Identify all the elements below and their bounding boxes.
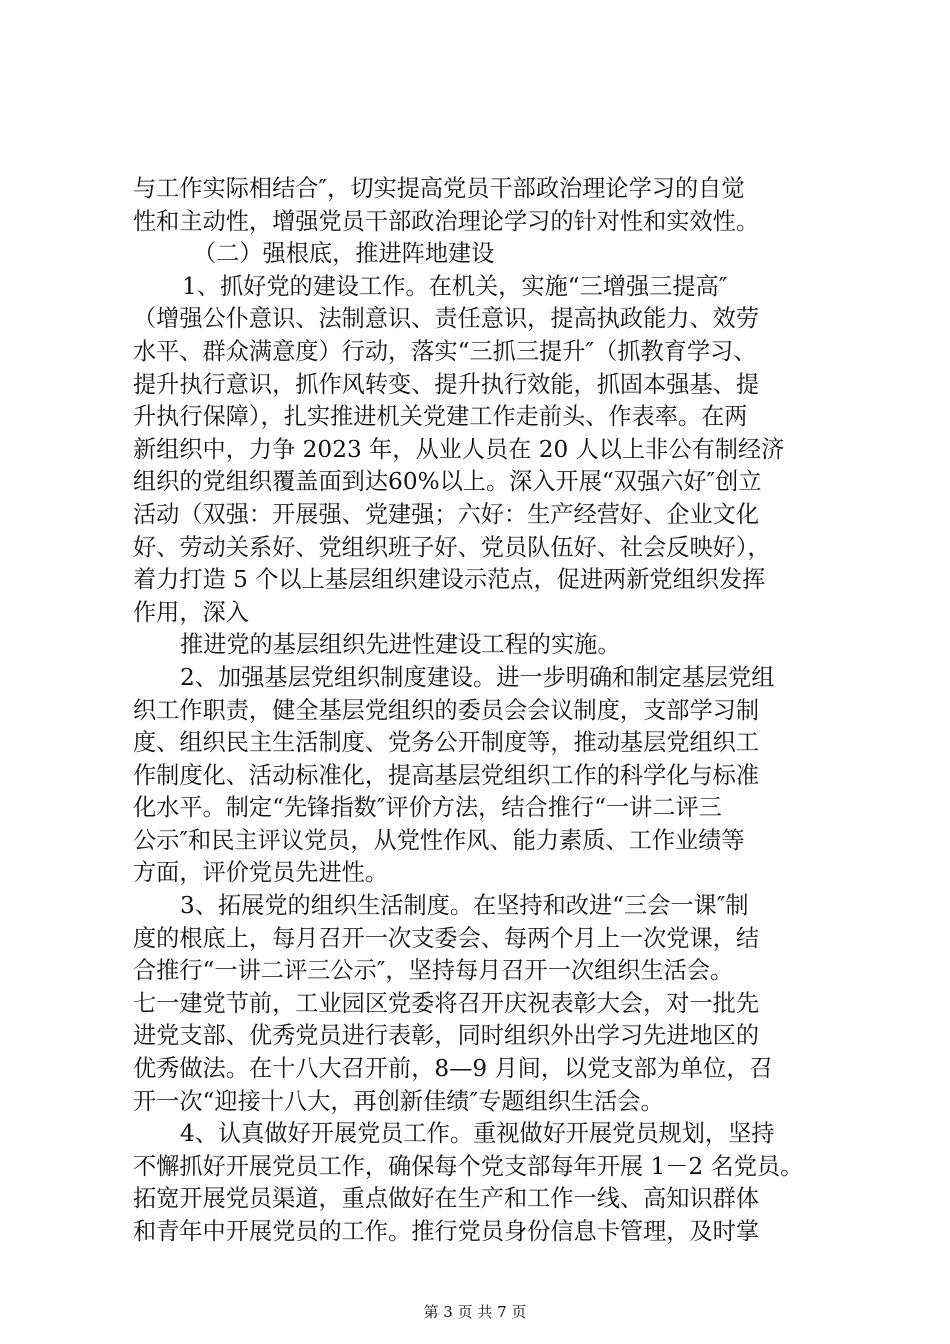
text-line: 水平、群众满意度）行动，落实“三抓三提升″（抓教育学习、 [133, 337, 757, 365]
text-line: 七一建党节前，工业园区党委将召开庆祝表彰大会，对一批先 [133, 989, 760, 1017]
text-line: 好、劳动关系好、党组织班子好、党员队伍好、社会反映好）， [133, 533, 771, 561]
text-line: 合推行“一讲二评三公示″，坚持每月召开一次组织生活会。 [133, 957, 734, 985]
text-line: 推进党的基层组织先进性建设工程的实施。 [180, 631, 621, 659]
text-line: 度、组织民主生活制度、党务公开制度等，推动基层党组织工 [133, 729, 760, 757]
text-line: 公示″和民主评议党员，从党性作风、能力素质、工作业绩等 [133, 826, 745, 854]
text-line: 性和主动性，增强党员干部政治理论学习的针对性和实效性。 [133, 207, 760, 235]
text-line: 组织的党组织覆盖面到达60%以上。深入开展“双强六好″创立 [133, 468, 762, 496]
page-footer [0, 1302, 950, 1322]
text-line: 新组织中，力争 2023 年，从业人员在 20 人以上非公有制经济 [133, 435, 785, 463]
page-number: 第 3 页 共 7 页 [423, 1303, 527, 1321]
document-body [133, 173, 833, 1249]
text-line: 3、拓展党的组织生活制度。在坚持和改进“三会一课″制 [180, 892, 749, 920]
text-line: 开一次“迎接十八大，再创新佳绩″专题组织生活会。 [133, 1087, 664, 1115]
text-line: 拓宽开展党员渠道，重点做好在生产和工作一线、高知识群体 [133, 1185, 760, 1213]
text-line: 提升执行意识，抓作风转变、提升执行效能，抓固本强基、提 [133, 370, 760, 398]
text-line: 2、加强基层党组织制度建设。进一步明确和制定基层党组 [180, 663, 775, 691]
text-line: 不懈抓好开展党员工作，确保每个党支部每年开展 1－2 名党员。 [133, 1152, 804, 1180]
text-line: 和青年中开展党员的工作。推行党员身份信息卡管理，及时掌 [133, 1218, 760, 1245]
text-line: 度的根底上，每月召开一次支委会、每两个月上一次党课，结 [133, 924, 760, 952]
text-line: 4、认真做好开展党员工作。重视做好开展党员规划，坚持 [180, 1120, 775, 1148]
text-line: 升执行保障），扎实推进机关党建工作走前头、作表率。在两 [133, 403, 748, 431]
text-line: 作用，深入 [133, 598, 249, 626]
text-line: 方面，评价党员先进性。 [133, 859, 389, 887]
text-line: （增强公仆意识、法制意识、责任意识，提高执政能力、效劳 [133, 305, 760, 333]
text-line: 进党支部、优秀党员进行表彰，同时组织外出学习先进地区的 [133, 1022, 760, 1050]
text-line: 优秀做法。在十八大召开前，8—9 月间，以党支部为单位，召 [133, 1055, 773, 1083]
text-line: 作制度化、活动标准化，提高基层党组织工作的科学化与标准 [133, 761, 760, 789]
text-line: 织工作职责，健全基层党组织的委员会会议制度，支部学习制 [133, 696, 760, 724]
text-line: 与工作实际相结合″，切实提高党员干部政治理论学习的自觉 [133, 175, 745, 202]
text-line: 活动（双强：开展强、党建强；六好：生产经营好、企业文化 [133, 500, 760, 528]
section-heading: （二）强根底，推进阵地建设 [193, 240, 495, 268]
text-line: 1、抓好党的建设工作。在机关，实施“三增强三提高″ [182, 272, 728, 300]
text-line: 化水平。制定“先锋指数″评价方法，结合推行“一讲二评三 [133, 794, 722, 822]
text-line: 着力打造 5 个以上基层组织建设示范点，促进两新党组织发挥 [133, 566, 766, 594]
